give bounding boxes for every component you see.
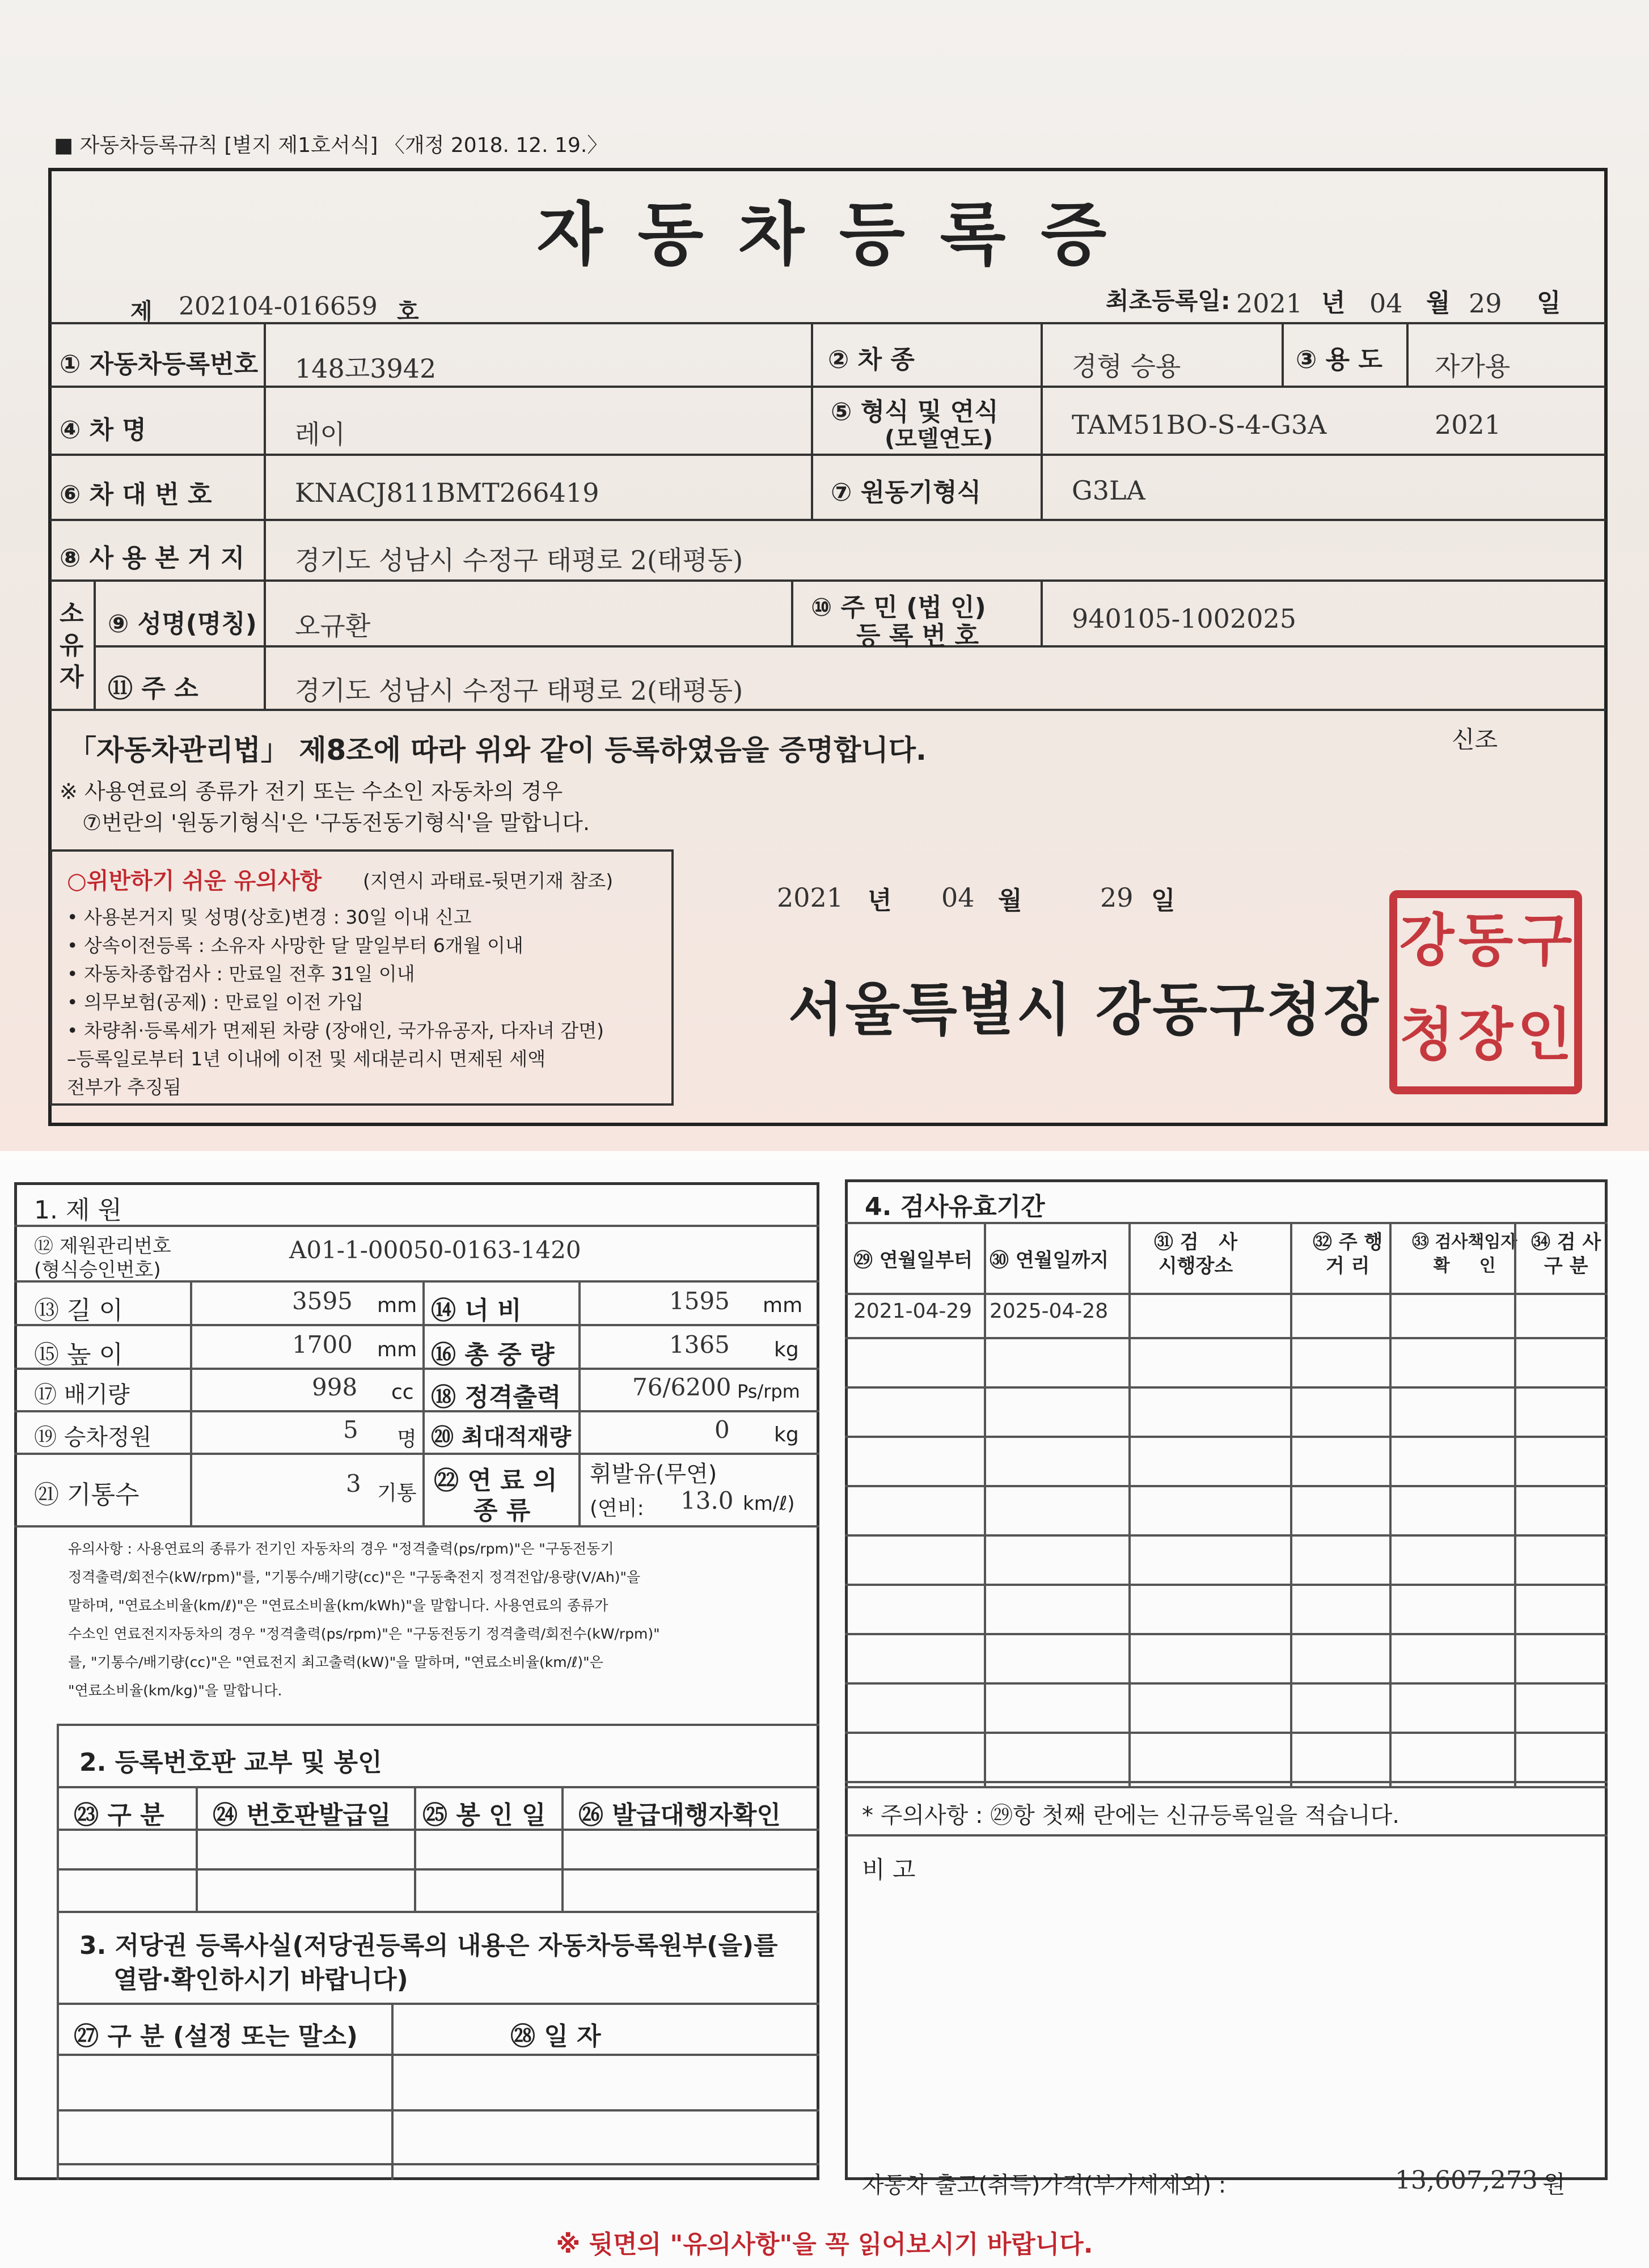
grid-line — [57, 2054, 819, 2056]
spec-id-label: ⑫ 제원관리번호 — [34, 1235, 171, 1258]
grid-line — [57, 1868, 819, 1871]
remarks-label: 비 고 — [862, 1856, 916, 1884]
owner-id-value: 940105-1002025 — [1072, 603, 1297, 634]
grid-line — [1282, 322, 1284, 386]
owner-name-label: ⑨ 성명(명칭) — [108, 610, 257, 638]
owner-name-value: 오규환 — [295, 611, 371, 641]
inspection-notice: * 주의사항 : ㉙항 첫째 란에는 신규등록일을 적습니다. — [862, 1802, 1399, 1829]
fuel-note-2: ⑦번란의 '원동기형식'은 '구동전동기형식'을 말합니다. — [82, 810, 590, 835]
grid-line — [14, 1410, 819, 1412]
rated-power-unit: Ps/rpm — [737, 1381, 800, 1402]
owner-address-label: ⑪ 주 소 — [108, 674, 198, 703]
length-label: ⑬ 길 이 — [34, 1296, 123, 1325]
width-value: 1595 — [669, 1287, 730, 1315]
cylinders-unit: 기통 — [377, 1482, 417, 1505]
car-name-value: 레이 — [295, 419, 345, 450]
specs-title: 1. 제 원 — [34, 1196, 122, 1225]
fuel-type-label: ㉒ 연 료 의 — [434, 1466, 557, 1495]
type-label: ② 차 종 — [828, 345, 915, 374]
grid-line — [50, 454, 1606, 456]
grid-line — [578, 1280, 581, 1525]
grid-line — [422, 1280, 425, 1525]
cylinders-value: 3 — [346, 1470, 361, 1497]
grid-line — [845, 1786, 1608, 1788]
model-value: TAM51BO-S-4-G3A — [1072, 409, 1327, 440]
grid-line — [264, 322, 266, 709]
insp-header: ㉛ 검 사 시행장소 — [1154, 1231, 1238, 1277]
model-year-value: 2021 — [1435, 409, 1502, 440]
sign-note: 신조 — [1452, 726, 1498, 754]
displacement-label: ⑰ 배기량 — [34, 1382, 130, 1408]
seating-label: ⑲ 승차정원 — [34, 1424, 152, 1450]
grid-line — [391, 2003, 394, 2180]
grid-line — [845, 1834, 1608, 1837]
grid-line — [845, 1337, 1608, 1339]
insp-header: ㉝ 검사책임자 확 인 — [1412, 1232, 1517, 1276]
grid-line — [14, 1368, 819, 1370]
price-unit: 원 — [1542, 2170, 1566, 2198]
issuer-name: 서울특별시 강동구청장 — [788, 976, 1381, 1043]
grid-line — [845, 1682, 1608, 1685]
grid-line — [1041, 579, 1043, 645]
form-reference: ■ 자동차등록규칙 [별지 제1호서식] 〈개정 2018. 12. 19.〉 — [54, 134, 608, 157]
model-label: ⑤ 형식 및 연식 — [831, 397, 999, 426]
grid-line — [845, 1584, 1608, 1586]
seal-char: 동 — [1458, 907, 1513, 974]
spec-id-label-sub: (형식승인번호) — [34, 1259, 161, 1281]
spec-notice-line: 말하며, "연료소비율(km/ℓ)"은 "연료소비율(km/kWh)"을 말합니다. 사용연료의 종류가 — [68, 1597, 608, 1614]
grid-line — [1389, 1222, 1392, 1786]
first-reg-label: 최초등록일: — [1106, 287, 1231, 315]
grid-line — [791, 579, 793, 645]
first-reg-day-unit: 일 — [1537, 289, 1561, 318]
owner-address-value: 경기도 성남시 수정구 태평로 2(태평동) — [295, 675, 743, 706]
grid-line — [845, 1485, 1608, 1487]
plate-header: ㉕ 봉 인 일 — [422, 1801, 546, 1830]
inspection-panel — [845, 1179, 1608, 2180]
plate-header: ㉔ 번호판발급일 — [213, 1801, 391, 1830]
use-value: 자가용 — [1435, 351, 1511, 382]
first-reg-year-unit: 년 — [1321, 289, 1346, 318]
height-unit: mm — [377, 1338, 417, 1361]
no-suffix: 호 — [397, 299, 419, 325]
spec-notice-line: 유의사항 : 사용연료의 종류가 전기인 자동차의 경우 "정격출력(ps/rpm)"은 "구동전동기 — [68, 1541, 614, 1557]
plate-title: 2. 등록번호판 교부 및 봉인 — [79, 1748, 382, 1777]
caution-item: 전부가 추징됨 — [67, 1076, 181, 1098]
grid-line — [57, 1911, 819, 1913]
grid-line — [50, 579, 1606, 582]
grid-line — [845, 1386, 1608, 1389]
grid-line — [14, 1225, 819, 1227]
certify-statement: 「자동차관리법」 제8조에 따라 위와 같이 등록하였음을 증명합니다. — [68, 734, 927, 767]
engine-label: ⑦ 원동기형식 — [831, 478, 982, 507]
base-value: 경기도 성남시 수정구 태평로 2(태평동) — [295, 545, 743, 576]
document-title: 자 동 차 등 록 증 — [536, 196, 1113, 274]
reg-no-label: ① 자동차등록번호 — [60, 350, 259, 379]
spec-notice-line: "연료소비율(km/kg)"을 말합니다. — [68, 1682, 282, 1699]
rated-power-value: 76/6200 — [632, 1373, 732, 1401]
owner-side-char: 유 — [60, 631, 84, 660]
max-load-unit: kg — [774, 1423, 799, 1446]
plate-header: ㉓ 구 분 — [74, 1801, 164, 1830]
base-label: ⑧ 사 용 본 거 지 — [60, 544, 245, 573]
first-reg-day: 29 — [1469, 288, 1502, 319]
price-value: 13,607,273 — [1395, 2166, 1538, 2195]
fuel-type-label-sub: 종 류 — [473, 1496, 531, 1525]
owner-id-label-sub: 등 록 번 호 — [856, 621, 979, 650]
seating-unit: 명 — [397, 1428, 417, 1451]
seal-char: 청 — [1399, 1001, 1454, 1068]
grid-line — [1041, 322, 1043, 519]
grid-line — [14, 1324, 819, 1326]
owner-side-label — [60, 598, 84, 693]
caution-title: ○위반하기 쉬운 유의사항 — [67, 868, 322, 894]
length-value: 3595 — [292, 1287, 353, 1315]
grid-line — [57, 1724, 59, 2180]
grid-line — [1514, 1222, 1516, 1786]
grid-line — [196, 1786, 198, 1911]
grid-line — [845, 1781, 1608, 1783]
height-label: ⑮ 높 이 — [34, 1340, 123, 1369]
width-label: ⑭ 너 비 — [431, 1296, 522, 1325]
seal-char: 구 — [1517, 907, 1572, 974]
caution-item: • 차량취·등록세가 면제된 차량 (장애인, 국가유공자, 다자녀 감면) — [67, 1019, 604, 1042]
first-reg-month-unit: 월 — [1426, 289, 1451, 318]
insp-header: ㉞ 검 사 구 분 — [1531, 1231, 1601, 1277]
grid-line — [1128, 1222, 1131, 1786]
grid-line — [414, 1786, 416, 1911]
caution-title-note: (지연시 과태료-뒷면기재 참조) — [363, 870, 614, 892]
grid-line — [94, 579, 96, 709]
issue-year-unit: 년 — [868, 886, 892, 915]
grid-line — [57, 2163, 819, 2165]
mortgage-title-sub: 열람·확인하시기 바랍니다) — [113, 1965, 408, 1994]
insp-to-date: 2025-04-28 — [990, 1300, 1109, 1323]
length-unit: mm — [377, 1294, 417, 1317]
grid-line — [561, 1786, 564, 1911]
fuel-type-value: 휘발유(무연) — [590, 1461, 717, 1487]
grid-line — [845, 1436, 1608, 1438]
displacement-value: 998 — [312, 1373, 358, 1401]
efficiency-unit: km/ℓ) — [743, 1492, 795, 1515]
grid-line — [845, 1732, 1608, 1734]
first-reg-month: 04 — [1369, 288, 1403, 319]
grid-line — [50, 519, 1606, 521]
type-value: 경형 승용 — [1072, 351, 1181, 382]
vin-label: ⑥ 차 대 번 호 — [60, 480, 212, 509]
seal-char: 강 — [1399, 907, 1454, 974]
max-load-value: 0 — [714, 1416, 730, 1444]
grid-line — [14, 1453, 819, 1455]
owner-side-char: 자 — [60, 663, 84, 692]
grid-line — [50, 322, 1606, 324]
issue-month: 04 — [941, 882, 975, 913]
issue-day: 29 — [1100, 882, 1134, 913]
grid-line — [845, 1293, 1608, 1295]
grid-line — [57, 1786, 819, 1788]
grid-line — [1290, 1222, 1292, 1786]
rated-power-label: ⑱ 정격출력 — [431, 1383, 561, 1412]
owner-side-char: 소 — [60, 599, 84, 628]
mortgage-header: ㉘ 일 자 — [510, 2022, 601, 2051]
issue-year: 2021 — [777, 882, 844, 913]
spec-id-value: A01-1-00050-0163-1420 — [289, 1236, 581, 1264]
max-load-label: ⑳ 최대적재량 — [431, 1424, 572, 1450]
efficiency-label: (연비: — [590, 1497, 644, 1520]
grid-line — [984, 1222, 986, 1786]
caution-item: • 사용본거지 및 성명(상호)변경 : 30일 이내 신고 — [67, 906, 472, 928]
seal-char: 장 — [1458, 1001, 1513, 1068]
car-name-label: ④ 차 명 — [60, 416, 146, 445]
price-label: 자동차 출고(취득)가격(부가세제외) : — [862, 2172, 1227, 2198]
insp-header: ㉜ 주 행 거 리 — [1313, 1231, 1383, 1277]
seal-char: 인 — [1517, 1001, 1572, 1068]
insp-header: ㉚ 연월일까지 — [990, 1249, 1109, 1272]
efficiency-value: 13.0 — [680, 1487, 734, 1514]
no-prefix: 제 — [130, 299, 153, 325]
inspection-title: 4. 검사유효기간 — [865, 1192, 1045, 1221]
engine-value: G3LA — [1072, 475, 1145, 506]
width-unit: mm — [763, 1294, 803, 1317]
caution-item: • 자동차종합검사 : 만료일 전후 31일 이내 — [67, 963, 415, 985]
grid-line — [190, 1280, 192, 1525]
grid-line — [845, 1633, 1608, 1635]
grid-line — [14, 1525, 819, 1527]
footer-note: ※ 뒷면의 "유의사항"을 꼭 읽어보시기 바랍니다. — [556, 2230, 1093, 2259]
use-label: ③ 용 도 — [1296, 345, 1382, 374]
cylinders-label: ㉑ 기통수 — [34, 1480, 139, 1509]
spec-notice-line: 정격출력/회전수(kW/rpm)"를, "기통수/배기량(cc)"은 "구동축전지 정격전압/용량(V/Ah)"을 — [68, 1569, 641, 1585]
grid-line — [845, 1222, 1608, 1224]
vin-value: KNACJ811BMT266419 — [295, 477, 599, 508]
owner-id-label: ⑩ 주 민 (법 인) — [811, 593, 986, 622]
caution-item: • 상속이전등록 : 소유자 사망한 달 말일부터 6개월 이내 — [67, 934, 523, 957]
mortgage-title: 3. 저당권 등록사실(저당권등록의 내용은 자동차등록원부(을)를 — [79, 1931, 778, 1960]
grid-line — [57, 2109, 819, 2112]
insp-header: ㉙ 연월일부터 — [853, 1249, 973, 1272]
spec-notice-line: 를, "기통수/배기량(cc)"은 "연료전지 최고출력(kW)"을 말하며, "연료소비율(km/ℓ)"은 — [68, 1654, 603, 1670]
insp-from-date: 2021-04-29 — [853, 1300, 973, 1323]
caution-item: • 의무보험(공제) : 만료일 이전 가입 — [67, 991, 364, 1013]
spec-notice-line: 수소인 연료전지자동차의 경우 "정격출력(ps/rpm)"은 "구동전동기 정격출력/회전수(kW/rpm)" — [68, 1626, 660, 1642]
fuel-note-1: ※ 사용연료의 종류가 전기 또는 수소인 자동차의 경우 — [60, 779, 563, 804]
reg-no-value: 148고3942 — [295, 353, 437, 384]
grid-line — [50, 709, 1606, 711]
issue-day-unit: 일 — [1151, 886, 1176, 915]
gross-weight-unit: kg — [774, 1338, 799, 1361]
issue-month-unit: 월 — [998, 886, 1022, 915]
grid-line — [811, 322, 813, 519]
displacement-unit: cc — [391, 1381, 414, 1404]
caution-item: –등록일로부터 1년 이내에 이전 및 세대분리시 면제된 세액 — [67, 1048, 546, 1070]
grid-line — [50, 386, 1606, 388]
plate-header: ㉖ 발급대행자확인 — [578, 1801, 781, 1830]
certificate-number: 202104-016659 — [179, 292, 378, 321]
grid-line — [57, 1724, 819, 1726]
grid-line — [845, 1534, 1608, 1537]
grid-line — [94, 645, 1606, 648]
official-seal — [1389, 890, 1582, 1094]
seating-value: 5 — [343, 1416, 358, 1444]
grid-line — [1406, 322, 1409, 386]
first-reg-year: 2021 — [1236, 288, 1303, 319]
grid-line — [57, 2003, 819, 2005]
height-value: 1700 — [292, 1331, 353, 1359]
gross-weight-value: 1365 — [669, 1331, 730, 1359]
gross-weight-label: ⑯ 총 중 량 — [431, 1340, 555, 1369]
model-label-sub: (모델연도) — [885, 426, 993, 452]
mortgage-header: ㉗ 구 분 (설정 또는 말소) — [74, 2022, 358, 2051]
